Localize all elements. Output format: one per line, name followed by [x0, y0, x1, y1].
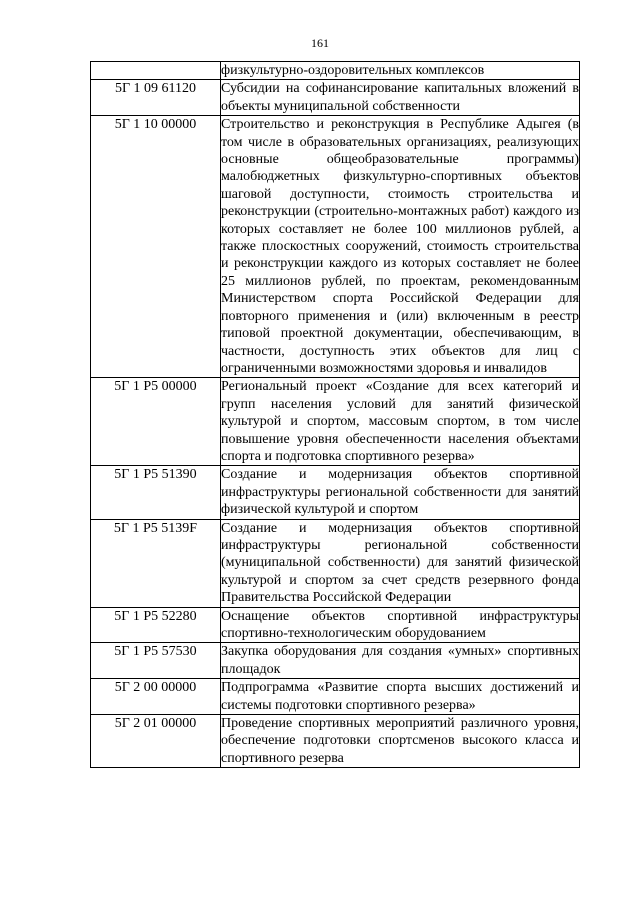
code-cell: 5Г 1 P5 5139F [91, 519, 221, 607]
table-row [91, 62, 580, 80]
description-cell: Проведение спортивных мероприятий различного уровня, обеспечение подготовки спортсменов высокого класса и спортивного резерва [221, 716, 579, 766]
table-row [91, 519, 580, 607]
description-cell: Подпрограмма «Развитие спорта высших достижений и системы подготовки спортивного резерва» [221, 680, 579, 713]
description-cell: Региональный проект «Создание для всех категорий и групп населения условий для занятий физической культурой и спортом, массовым спортом, в том числе повышение уровня обеспеченности населения объектами спорта и подготовка спортивного резерва» [221, 379, 579, 464]
table-row [91, 679, 580, 715]
budget-classification-table [90, 61, 580, 768]
code-cell: 5Г 1 P5 52280 [91, 607, 221, 643]
description-cell: Строительство и реконструкция в Республике Адыгея (в том числе в образовательных организациях, реализующих основные общеобразовательные программы) малобюджетных физкультурно-спортивных объектов шаговой доступности, стоимость строительства и реконструкции (строительно-монтажных работ) каждого из которых составляет не более 100 миллионов рублей, а также плоскостных сооружений, стоимость строительства и реконструкции каждого из которых составляет не более 25 миллионов рублей, по проектам, рекомендованным Министерством спорта Российской Федерации для повторного применения и (или) включенным в реестр типовой проектной документации, обеспечивающим, в частности, доступность этих объектов для лиц с ограниченными возможностями здоровья и инвалидов [221, 117, 579, 376]
table-row [91, 607, 580, 643]
description-cell: физкультурно-оздоровительных комплексов [221, 62, 580, 80]
code-cell: 5Г 1 P5 51390 [91, 466, 221, 519]
description-cell: Оснащение объектов спортивной инфраструктуры спортивно-технологическим оборудованием [221, 608, 579, 641]
table-row [91, 116, 580, 378]
description-cell: Закупка оборудования для создания «умных» спортивных площадок [221, 644, 579, 677]
description-cell: Создание и модернизация объектов спортивной инфраструктуры региональной собственности для занятий физической культурой и спортом [221, 467, 579, 518]
code-cell: 5Г 1 09 61120 [91, 80, 221, 116]
code-cell: 5Г 1 P5 57530 [91, 643, 221, 679]
table-row [91, 378, 580, 466]
table-row [91, 643, 580, 679]
code-cell: 5Г 2 00 00000 [91, 679, 221, 715]
table-row [91, 715, 580, 768]
code-cell: 5Г 1 P5 00000 [91, 378, 221, 466]
code-cell: 5Г 2 01 00000 [91, 715, 221, 768]
description-cell: Субсидии на софинансирование капитальных вложений в объекты муниципальной собственности [221, 81, 579, 114]
description-cell: Создание и модернизация объектов спортивной инфраструктуры региональной собственности (муниципальной собственности) для занятий физической культурой и спортом за счет средств резервного фонда Правительства Российской Федерации [221, 520, 579, 606]
page-number: 161 [311, 36, 329, 50]
table-row [91, 80, 580, 116]
code-cell: 5Г 1 10 00000 [91, 116, 221, 378]
table-row [91, 466, 580, 519]
code-cell [91, 62, 221, 80]
